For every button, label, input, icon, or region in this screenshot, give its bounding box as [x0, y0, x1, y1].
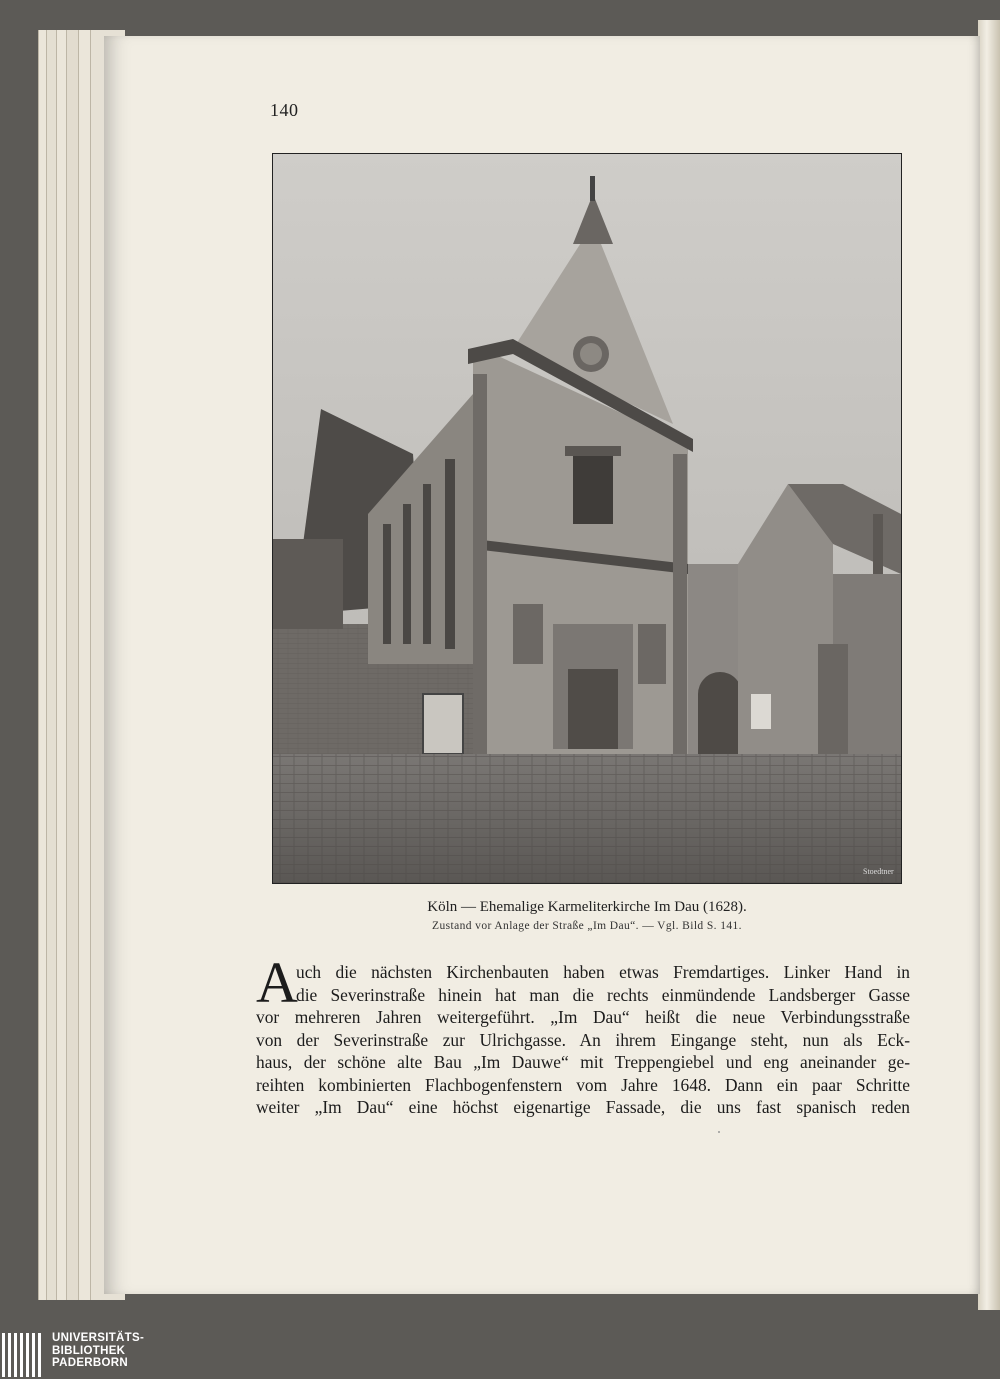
- photo-caption: Köln — Ehemalige Karmeliterkirche Im Dau (1628).: [427, 899, 747, 915]
- text-line: von der Severinstraße zur Ulrichgasse. An ihrem Eingange steht, nun als Eck-: [256, 1029, 910, 1050]
- text-line: uch die nächsten Kirchenbauten haben etwas Fremdartiges. Linker Hand in: [296, 962, 910, 982]
- library-logo-text: [52, 1332, 144, 1370]
- text-line: reihten kombinierten Flachbogenfenstern vom Jahre 1648. Dann ein paar Schritte: [256, 1074, 910, 1095]
- text-line: vor mehreren Jahren weitergeführt. „Im Dau“ heißt die neue Verbindungsstraße: [256, 1007, 910, 1027]
- paper-speck: [718, 1131, 720, 1133]
- text-line: die Severinstraße hinein hat man die rechts einmündende Landsberger Gasse: [296, 984, 910, 1005]
- photo-signature: Stoedtner: [863, 867, 894, 876]
- right-page-edge: [978, 20, 1000, 1310]
- library-logo-bars-icon: [0, 1331, 48, 1379]
- logo-line-2: BIBLIOTHEK: [52, 1344, 126, 1357]
- photo-caption-note: Zustand vor Anlage der Straße „Im Dau“. — Vgl. Bild S. 141.: [432, 920, 742, 932]
- footer-bar: [0, 1330, 1000, 1379]
- church-photograph: [272, 153, 902, 884]
- body-paragraph: [256, 961, 910, 1119]
- drop-cap: A: [256, 950, 298, 1015]
- logo-line-1: UNIVERSITÄTS-: [52, 1332, 145, 1344]
- logo-line-3: PADERBORN: [52, 1357, 128, 1369]
- text-line: haus, der schöne alte Bau „Im Dauwe“ mit Treppengiebel und eng aneinander ge-: [256, 1052, 910, 1072]
- page-number: 140: [270, 100, 299, 120]
- text-line: weiter „Im Dau“ eine höchst eigenartige Fassade, die uns fast spanisch reden: [256, 1097, 910, 1117]
